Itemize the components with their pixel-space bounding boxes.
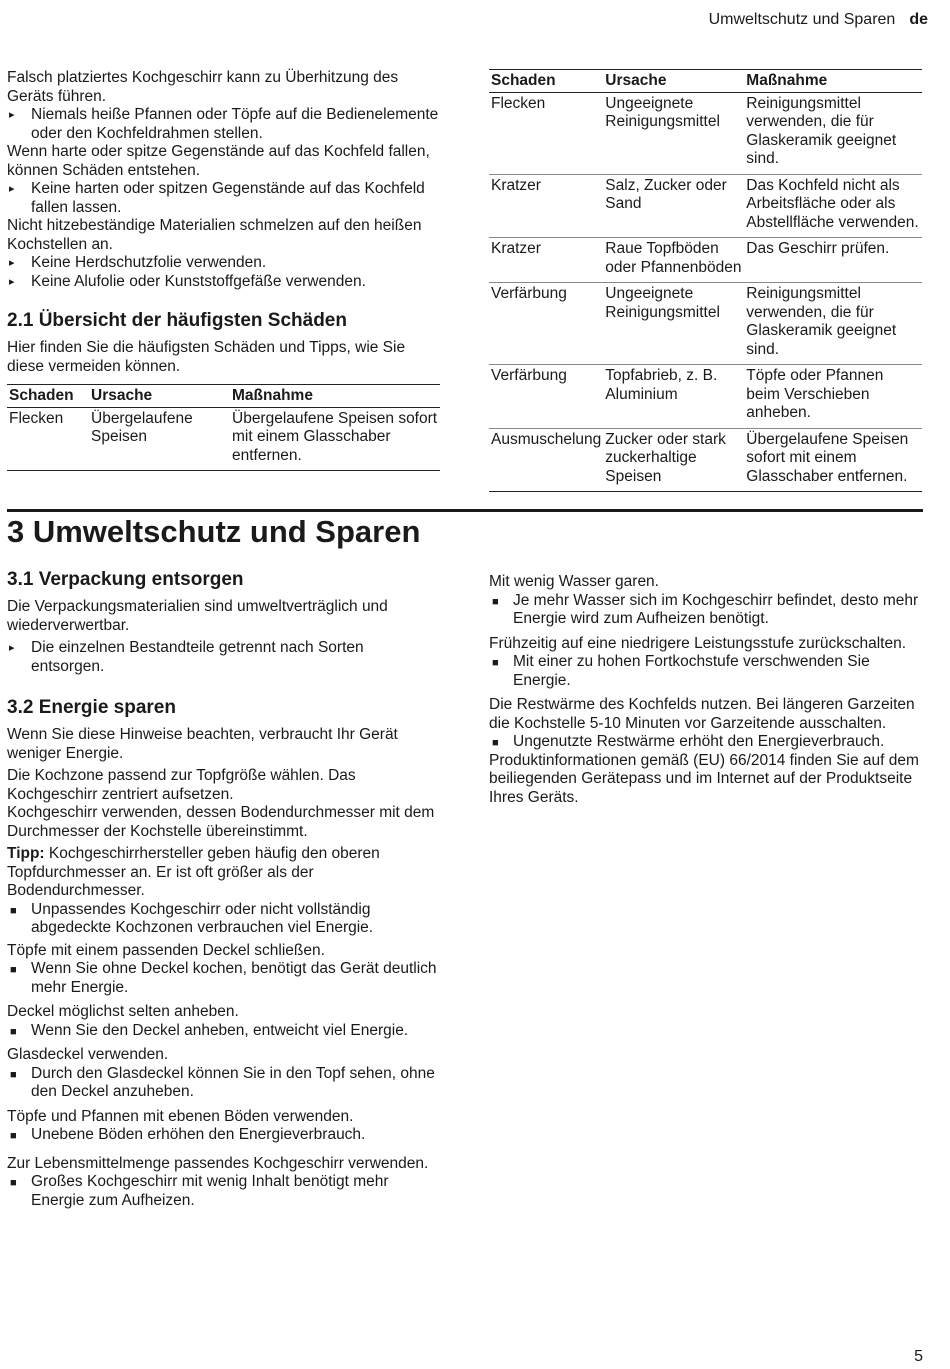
section-intro: Hier finden Sie die häufigsten Schäden und Tipps, wie Sie diese vermeiden können. (7, 339, 406, 375)
col-header-massnahme: Maßnahme (230, 385, 440, 408)
paragraph: Töpfe und Pfannen mit ebenen Böden verwenden. (7, 1107, 354, 1125)
list-item-text: Unebene Böden erhöhen den Energieverbrauch. (31, 1126, 366, 1143)
paragraph: Falsch platziertes Kochgeschirr kann zu Überhitzung des Geräts führen. (7, 69, 399, 105)
damage-table-left (7, 384, 440, 471)
instruction-text: Keine harten oder spitzen Gegenstände auf das Kochfeld fallen lassen. (31, 180, 425, 216)
table-row (489, 428, 922, 492)
list-item-text: Ungenutzte Restwärme erhöht den Energieverbrauch. (513, 733, 885, 750)
chapter-title: 3 Umweltschutz und Sparen (7, 514, 421, 549)
paragraph: Die Kochzone passend zur Topfgröße wählen. Das Kochgeschirr zentriert aufsetzen. (7, 767, 356, 803)
chapter-rule (7, 509, 923, 512)
cell-schaden: Verfärbung (489, 283, 603, 365)
tip-paragraph (7, 845, 440, 901)
page-number: 5 (914, 1347, 923, 1365)
list-item (7, 960, 440, 997)
cell-schaden: Kratzer (489, 238, 603, 283)
paragraph: Die Verpackungsmaterialien sind umweltverträglich und wiederverwertbar. (7, 598, 388, 634)
paragraph: Die Restwärme des Kochfelds nutzen. Bei längeren Garzeiten die Kochstelle 5-10 Minuten vor Garzeitende ausschalten. (489, 696, 915, 732)
cell-ursache: Ungeeignete Reinigungsmittel (603, 283, 744, 365)
list-item (7, 901, 440, 938)
arrow-icon: ▸ (9, 275, 15, 288)
table-row (489, 174, 922, 238)
cell-massnahme: Reinigungsmittel verwenden, die für Glaskeramik geeignet sind. (744, 92, 922, 174)
list-item (489, 592, 922, 629)
list-item (7, 1022, 440, 1041)
list-item (7, 1173, 440, 1210)
right-column-top (489, 69, 922, 492)
paragraph: Töpfe mit einem passenden Deckel schließen. (7, 941, 325, 959)
arrow-icon: ▸ (9, 109, 15, 121)
cell-schaden: Flecken (7, 407, 89, 471)
paragraph: Glasdeckel verwenden. (7, 1046, 169, 1063)
cell-schaden: Ausmuschelung (489, 428, 603, 492)
instruction-item (7, 273, 440, 292)
cell-ursache: Ungeeignete Reinigungsmittel (603, 92, 744, 174)
list-item (7, 1126, 440, 1145)
cell-massnahme: Übergelaufene Speisen sofort mit einem Glasschaber entfernen. (744, 428, 922, 492)
square-bullet-icon: ■ (10, 1130, 17, 1142)
list-item (7, 1065, 440, 1102)
col-header-schaden: Schaden (7, 385, 89, 408)
list-item (489, 653, 922, 690)
paragraph: Deckel möglichst selten anheben. (7, 1003, 239, 1020)
cell-ursache: Topfabrieb, z. B. Aluminium (603, 365, 744, 429)
list-item (489, 733, 922, 752)
square-bullet-icon: ■ (10, 964, 17, 976)
instruction-text: Niemals heiße Pfannen oder Töpfe auf die Bedienelemente oder den Kochfeldrahmen stellen. (31, 106, 439, 142)
paragraph: Wenn harte oder spitze Gegenstände auf das Kochfeld fallen, können Schäden entstehen. (7, 143, 430, 179)
square-bullet-icon: ■ (492, 737, 499, 749)
cell-massnahme: Töpfe oder Pfannen beim Verschieben anheben. (744, 365, 922, 429)
paragraph: Wenn Sie diese Hinweise beachten, verbraucht Ihr Gerät weniger Energie. (7, 726, 398, 762)
square-bullet-icon: ■ (10, 1177, 17, 1189)
cell-massnahme: Übergelaufene Speisen sofort mit einem Glasschaber entfernen. (230, 407, 440, 471)
arrow-icon: ▸ (9, 183, 15, 195)
instruction-item (7, 180, 440, 217)
section-heading: 2.1 Übersicht der häufigsten Schäden (7, 310, 347, 331)
square-bullet-icon: ■ (10, 904, 17, 917)
tip-label: Tipp: (7, 845, 45, 862)
list-item-text: Wenn Sie den Deckel anheben, entweicht viel Energie. (31, 1021, 409, 1039)
arrow-icon: ▸ (9, 642, 15, 654)
square-bullet-icon: ■ (10, 1068, 17, 1081)
col-header-ursache: Ursache (603, 70, 744, 93)
cell-ursache: Zucker oder stark zuckerhaltige Speisen (603, 428, 744, 492)
col-header-ursache: Ursache (89, 385, 230, 408)
section-heading: 3.2 Energie sparen (7, 697, 176, 718)
list-item-text: Wenn Sie ohne Deckel kochen, benötigt das Gerät deutlich mehr Energie. (31, 960, 437, 996)
left-column-top (7, 69, 440, 471)
square-bullet-icon: ■ (492, 657, 499, 669)
header-section-title: Umweltschutz und Sparen (708, 11, 896, 28)
damage-table-right (489, 69, 922, 492)
cell-massnahme: Das Geschirr prüfen. (744, 238, 922, 283)
instruction-text: Die einzelnen Bestandteile getrennt nach Sorten entsorgen. (31, 639, 364, 675)
list-item-text: Unpassendes Kochgeschirr oder nicht vollständig abgedeckte Kochzonen verbrauchen viel Energie. (31, 900, 374, 936)
square-bullet-icon: ■ (10, 1025, 17, 1038)
right-column-bottom (489, 573, 922, 807)
cell-massnahme: Reinigungsmittel verwenden, die für Glaskeramik geeignet sind. (744, 283, 922, 365)
table-row (489, 92, 922, 174)
list-item-text: Großes Kochgeschirr mit wenig Inhalt benötigt mehr Energie zum Aufheizen. (31, 1173, 389, 1209)
table-row (489, 365, 922, 429)
instruction-item (7, 254, 440, 273)
cell-ursache: Raue Topfböden oder Pfannenböden (603, 238, 744, 283)
tip-text: Kochgeschirrhersteller geben häufig den oberen Topfdurchmesser an. Er ist oft größer als der Bodendurchmesser. (7, 845, 380, 899)
list-item-text: Mit einer zu hohen Fortkochstufe verschwenden Sie Energie. (513, 653, 870, 689)
arrow-icon: ▸ (9, 257, 15, 269)
cell-massnahme: Das Kochfeld nicht als Arbeitsfläche oder als Abstellfläche verwenden. (744, 174, 922, 238)
cell-ursache: Übergelaufene Speisen (89, 407, 230, 471)
paragraph: Nicht hitzebeständige Materialien schmelzen auf den heißen Kochstellen an. (7, 217, 422, 253)
cell-ursache: Salz, Zucker oder Sand (603, 174, 744, 238)
list-item-text: Je mehr Wasser sich im Kochgeschirr befindet, desto mehr Energie wird zum Aufheizen benötigt. (513, 591, 919, 627)
paragraph: Zur Lebensmittelmenge passendes Kochgeschirr verwenden. (7, 1154, 429, 1172)
col-header-schaden: Schaden (489, 70, 603, 93)
page-header (709, 11, 928, 30)
col-header-massnahme: Maßnahme (744, 70, 922, 93)
paragraph: Mit wenig Wasser garen. (489, 573, 659, 590)
paragraph: Produktinformationen gemäß (EU) 66/2014 finden Sie auf dem beiliegenden Gerätepass und im Internet auf der Produktseite Ihres Geräts. (489, 751, 919, 806)
header-language: de (909, 11, 928, 28)
cell-schaden: Kratzer (489, 174, 603, 238)
table-row (489, 238, 922, 283)
instruction-item (7, 639, 440, 676)
left-column-bottom (7, 568, 440, 1210)
section-heading: 3.1 Verpackung entsorgen (7, 569, 244, 590)
cell-schaden: Flecken (489, 92, 603, 174)
instruction-text: Keine Herdschutzfolie verwenden. (31, 254, 267, 271)
cell-schaden: Verfärbung (489, 365, 603, 429)
instruction-item (7, 106, 440, 143)
square-bullet-icon: ■ (492, 595, 499, 608)
list-item-text: Durch den Glasdeckel können Sie in den Topf sehen, ohne den Deckel anzuheben. (31, 1064, 435, 1100)
paragraph: Kochgeschirr verwenden, dessen Bodendurchmesser mit dem Durchmesser der Kochstelle übereinstimmt. (7, 804, 435, 840)
instruction-text: Keine Alufolie oder Kunststoffgefäße verwenden. (31, 272, 366, 290)
table-row (7, 407, 440, 471)
paragraph: Frühzeitig auf eine niedrigere Leistungsstufe zurückschalten. (489, 634, 907, 652)
table-row (489, 283, 922, 365)
